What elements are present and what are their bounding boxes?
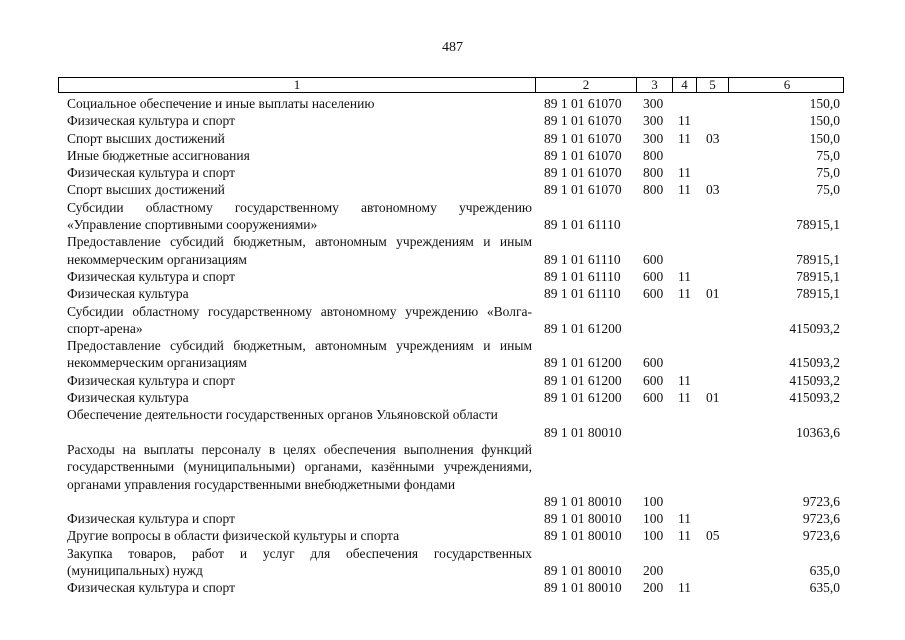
row-rz: 11 xyxy=(678,528,691,544)
page-number: 487 xyxy=(442,40,463,55)
table-row xyxy=(0,233,905,268)
row-sum: 75,0 xyxy=(816,182,840,198)
row-vr: 100 xyxy=(643,493,664,509)
row-sum: 9723,6 xyxy=(802,528,840,544)
table-row xyxy=(0,527,905,544)
table-row xyxy=(0,545,905,580)
row-rz: 11 xyxy=(678,182,691,198)
table-row xyxy=(0,181,905,198)
row-vr: 300 xyxy=(643,96,664,111)
table-row xyxy=(0,268,905,285)
row-code: 89 1 01 80010 xyxy=(544,424,622,440)
row-code: 89 1 01 80010 xyxy=(544,493,622,509)
row-vr: 200 xyxy=(643,580,664,596)
row-vr: 600 xyxy=(643,390,664,406)
row-code: 89 1 01 80010 xyxy=(544,511,622,527)
row-name: Физическая культура и спорт xyxy=(67,511,236,527)
row-code: 89 1 01 61200 xyxy=(544,372,622,388)
row-vr: 800 xyxy=(643,182,664,198)
row-name: Социальное обеспечение и иные выплаты населению xyxy=(67,96,375,111)
table-header xyxy=(58,77,844,93)
row-rz: 11 xyxy=(678,165,691,181)
row-vr: 600 xyxy=(643,372,664,388)
row-name: Физическая культура и спорт xyxy=(67,372,236,388)
table-row xyxy=(0,337,905,372)
row-name: Закупка товаров, работ и услуг для обеспечения государственных (муниципальных) нужд xyxy=(67,545,532,579)
row-code: 89 1 01 61110 xyxy=(544,268,621,284)
table-row xyxy=(0,510,905,527)
row-name: Предоставление субсидий бюджетным, автономным учреждениям и иным некоммерческим организациям xyxy=(67,234,532,267)
row-pr: 03 xyxy=(706,130,720,146)
table-row xyxy=(0,441,905,510)
row-name: Физическая культура и спорт xyxy=(67,113,236,129)
row-name: Другие вопросы в области физической культуры и спорта xyxy=(67,528,400,544)
row-code: 89 1 01 61110 xyxy=(544,217,621,233)
row-rz: 11 xyxy=(678,268,691,284)
header-col-2: 2 xyxy=(535,78,636,92)
row-sum: 635,0 xyxy=(809,563,840,579)
row-code: 89 1 01 61070 xyxy=(544,182,622,198)
row-pr: 01 xyxy=(706,286,720,302)
header-col-4: 4 xyxy=(672,78,696,92)
table-row xyxy=(0,95,905,112)
table-row xyxy=(0,130,905,147)
row-code: 89 1 01 61070 xyxy=(544,96,622,111)
row-vr: 100 xyxy=(643,528,664,544)
row-sum: 150,0 xyxy=(809,113,840,129)
row-sum: 415093,2 xyxy=(789,372,840,388)
row-code: 89 1 01 80010 xyxy=(544,580,622,596)
row-name: Расходы на выплаты персоналу в целях обеспечения выполнения функций государственными (муниципальными) органами, казёнными учреждениями, органами управления государственными внебюджетными фондами xyxy=(67,441,532,492)
row-sum: 9723,6 xyxy=(802,493,840,509)
row-code: 89 1 01 61200 xyxy=(544,355,622,371)
row-code: 89 1 01 61070 xyxy=(544,113,622,129)
row-code: 89 1 01 61070 xyxy=(544,147,622,163)
row-vr: 600 xyxy=(643,251,664,267)
header-col-3: 3 xyxy=(636,78,672,92)
table-row xyxy=(0,372,905,389)
row-vr: 100 xyxy=(643,511,664,527)
row-name: Спорт высших достижений xyxy=(67,130,225,146)
row-vr: 300 xyxy=(643,113,664,129)
table-row xyxy=(0,406,905,441)
row-vr: 600 xyxy=(643,286,664,302)
table-row xyxy=(0,112,905,129)
table-body xyxy=(0,95,905,597)
header-col-5: 5 xyxy=(696,78,728,92)
row-code: 89 1 01 80010 xyxy=(544,528,622,544)
row-pr: 01 xyxy=(706,390,720,406)
row-name: Субсидии областному государственному автономному учреждению «Волга-спорт-арена» xyxy=(67,303,532,336)
row-rz: 11 xyxy=(678,286,691,302)
table-row xyxy=(0,147,905,164)
row-name: Субсидии областному государственному автономному учреждению «Управление спортивными сооружениями» xyxy=(67,199,532,233)
row-name: Обеспечение деятельности государственных органов Ульяновской области xyxy=(67,407,498,423)
row-code: 89 1 01 80010 xyxy=(544,563,622,579)
row-code: 89 1 01 61110 xyxy=(544,286,621,302)
row-name: Физическая культура и спорт xyxy=(67,268,236,284)
row-name: Спорт высших достижений xyxy=(67,182,225,198)
row-pr: 05 xyxy=(706,528,720,544)
row-name: Иные бюджетные ассигнования xyxy=(67,147,250,163)
row-sum: 78915,1 xyxy=(796,251,840,267)
row-sum: 78915,1 xyxy=(796,268,840,284)
row-vr: 800 xyxy=(643,147,664,163)
row-code: 89 1 01 61070 xyxy=(544,130,622,146)
row-code: 89 1 01 61070 xyxy=(544,165,622,181)
table-row xyxy=(0,199,905,234)
row-name: Предоставление субсидий бюджетным, автономным учреждениям и иным некоммерческим организациям xyxy=(67,338,532,371)
row-rz: 11 xyxy=(678,580,691,596)
row-sum: 78915,1 xyxy=(796,286,840,302)
row-vr: 300 xyxy=(643,130,664,146)
row-name: Физическая культура и спорт xyxy=(67,580,236,596)
row-sum: 75,0 xyxy=(816,165,840,181)
row-name: Физическая культура и спорт xyxy=(67,165,236,181)
row-sum: 78915,1 xyxy=(796,217,840,233)
row-sum: 150,0 xyxy=(809,96,840,111)
row-name: Физическая культура xyxy=(67,390,189,406)
row-vr: 200 xyxy=(643,563,664,579)
table-row xyxy=(0,389,905,406)
row-pr: 03 xyxy=(706,182,720,198)
row-sum: 150,0 xyxy=(809,130,840,146)
row-sum: 415093,2 xyxy=(789,355,840,371)
row-sum: 415093,2 xyxy=(789,390,840,406)
row-name: Физическая культура xyxy=(67,286,189,302)
row-code: 89 1 01 61200 xyxy=(544,390,622,406)
row-code: 89 1 01 61110 xyxy=(544,251,621,267)
row-sum: 75,0 xyxy=(816,147,840,163)
row-sum: 10363,6 xyxy=(796,424,840,440)
row-vr: 800 xyxy=(643,165,664,181)
row-rz: 11 xyxy=(678,130,691,146)
row-sum: 635,0 xyxy=(809,580,840,596)
header-col-6: 6 xyxy=(728,78,845,92)
row-rz: 11 xyxy=(678,372,691,388)
table-row xyxy=(0,164,905,181)
row-sum: 415093,2 xyxy=(789,320,840,336)
row-rz: 11 xyxy=(678,113,691,129)
header-col-1: 1 xyxy=(293,77,301,92)
table-row xyxy=(0,579,905,596)
row-rz: 11 xyxy=(678,511,691,527)
table-row xyxy=(0,285,905,302)
row-code: 89 1 01 61200 xyxy=(544,320,622,336)
row-sum: 9723,6 xyxy=(802,511,840,527)
row-rz: 11 xyxy=(678,390,691,406)
table-row xyxy=(0,303,905,338)
row-vr: 600 xyxy=(643,355,664,371)
row-vr: 600 xyxy=(643,268,664,284)
